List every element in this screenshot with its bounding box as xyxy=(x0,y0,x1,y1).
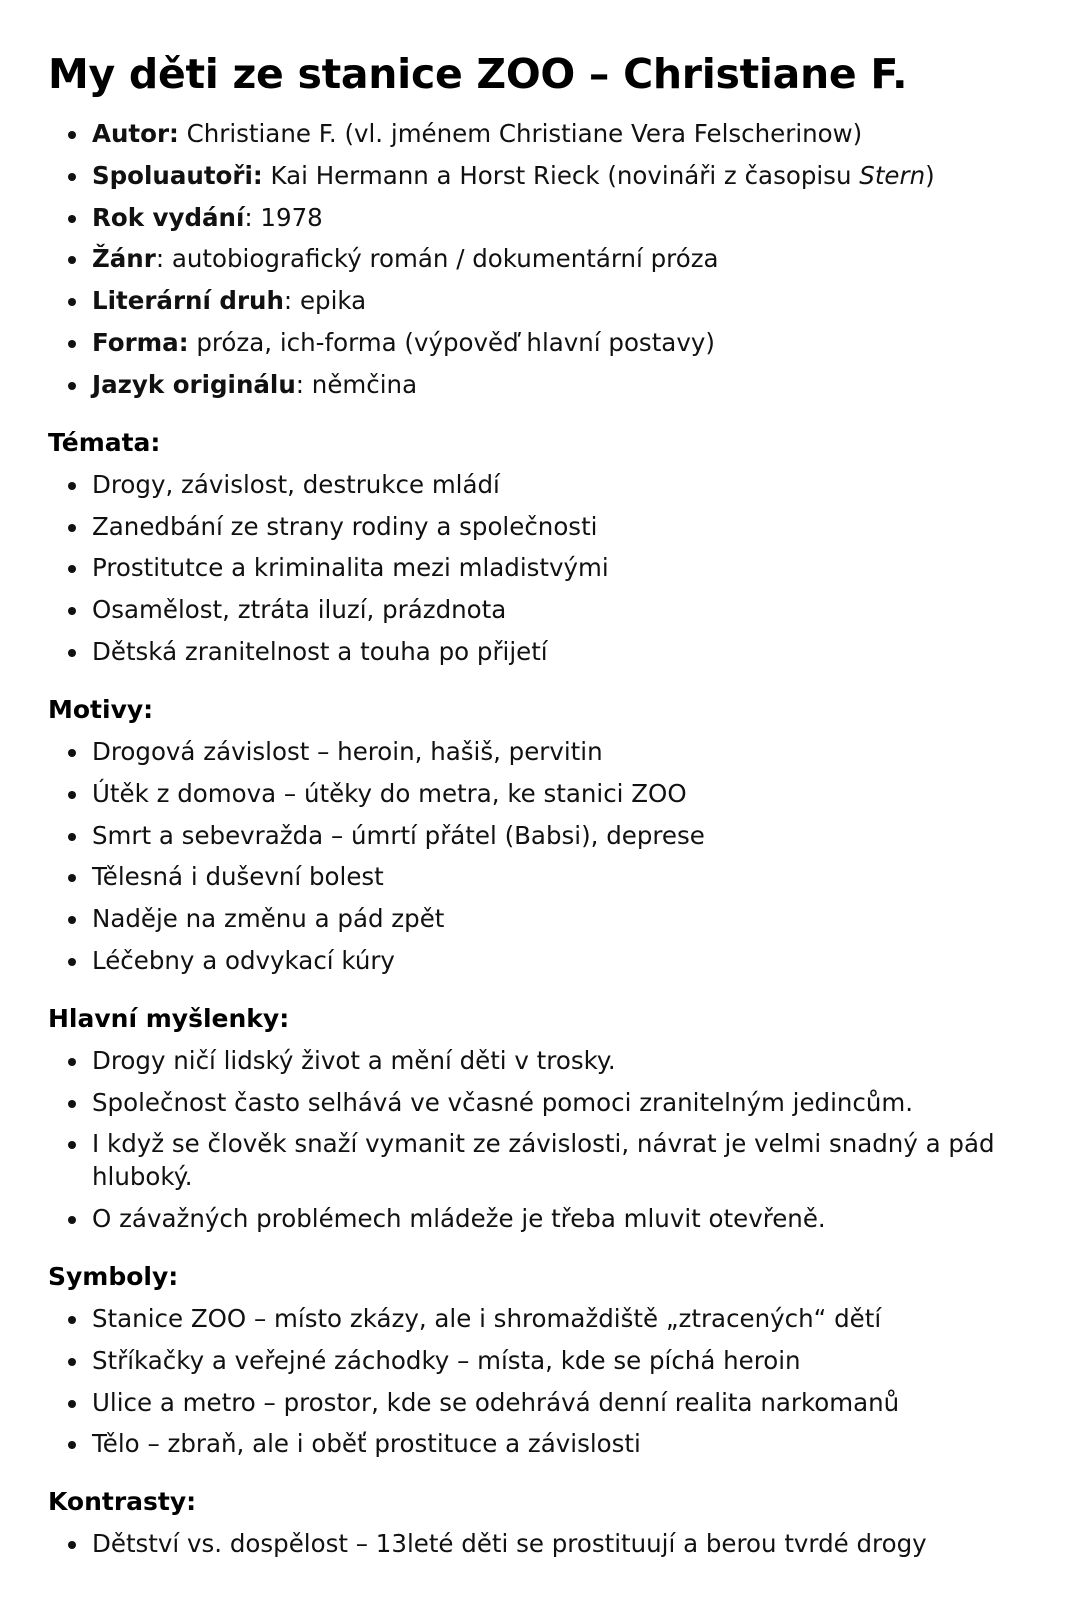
list-item: Léčebny a odvykací kúry xyxy=(48,945,1018,978)
list-item: Dětská zranitelnost a touha po přijetí xyxy=(48,636,1018,669)
meta-value: Christiane F. (vl. jménem Christiane Vera Felscherinow) xyxy=(178,118,863,148)
section-list-symboly xyxy=(48,1303,1018,1461)
metadata-list xyxy=(48,118,1018,402)
list-item xyxy=(48,369,1018,402)
list-item: Stříkačky a veřejné záchodky – místa, kde se píchá heroin xyxy=(48,1345,1018,1378)
list-item: Drogy ničí lidský život a mění děti v trosky. xyxy=(48,1045,1018,1078)
meta-label: Autor: xyxy=(92,118,179,148)
meta-value: : němčina xyxy=(295,369,418,399)
section-heading-motivy: Motivy: xyxy=(48,694,154,724)
page-title: My děti ze stanice ZOO – Christiane F. xyxy=(48,50,908,98)
section-list-kontrasty xyxy=(48,1528,1018,1561)
list-item xyxy=(48,285,1018,318)
meta-label: Forma: xyxy=(92,328,189,358)
list-item: Naděje na změnu a pád zpět xyxy=(48,903,1018,936)
section-list-temata xyxy=(48,469,1018,669)
list-item: I když se člověk snaží vymanit ze závislosti, návrat je velmi snadný a pád hluboký. xyxy=(48,1128,1018,1194)
list-item xyxy=(48,243,1018,276)
meta-value: : autobiografický román / dokumentární próza xyxy=(155,244,719,274)
meta-value: : epika xyxy=(283,286,367,316)
list-item: Osamělost, ztráta iluzí, prázdnota xyxy=(48,594,1018,627)
meta-label: Žánr xyxy=(92,244,156,274)
section-heading-symboly: Symboly: xyxy=(48,1261,179,1291)
list-item: Drogová závislost – heroin, hašiš, pervitin xyxy=(48,736,1018,769)
list-item: Tělesná i duševní bolest xyxy=(48,861,1018,894)
list-item xyxy=(48,118,1018,151)
section-list-hlavni-myslenky xyxy=(48,1045,1018,1236)
meta-value: Kai Hermann a Horst Rieck (novináři z časopisu xyxy=(262,160,860,190)
list-item: Ulice a metro – prostor, kde se odehrává denní realita narkomanů xyxy=(48,1387,1018,1420)
meta-label: Jazyk originálu xyxy=(92,369,296,399)
meta-value-italic: Stern xyxy=(859,160,926,190)
meta-label: Spoluautoři: xyxy=(92,160,263,190)
list-item xyxy=(48,202,1018,235)
section-heading-kontrasty: Kontrasty: xyxy=(48,1487,197,1517)
meta-label: Literární druh xyxy=(92,286,284,316)
list-item: Zanedbání ze strany rodiny a společnosti xyxy=(48,511,1018,544)
meta-value: : 1978 xyxy=(244,202,323,232)
list-item: Dětství vs. dospělost – 13leté děti se prostituují a berou tvrdé drogy xyxy=(48,1528,1018,1561)
list-item: Smrt a sebevražda – úmrtí přátel (Babsi), deprese xyxy=(48,820,1018,853)
list-item: Útěk z domova – útěky do metra, ke stanici ZOO xyxy=(48,778,1018,811)
meta-label: Rok vydání xyxy=(92,202,245,232)
list-item xyxy=(48,327,1018,360)
section-heading-hlavni-myslenky: Hlavní myšlenky: xyxy=(48,1003,290,1033)
meta-value: próza, ich-forma (výpověď hlavní postavy) xyxy=(188,328,715,358)
section-list-motivy xyxy=(48,736,1018,978)
list-item: Stanice ZOO – místo zkázy, ale i shromaždiště „ztracených“ dětí xyxy=(48,1303,1018,1336)
meta-value-tail: ) xyxy=(925,160,935,190)
list-item: O závažných problémech mládeže je třeba mluvit otevřeně. xyxy=(48,1203,1018,1236)
list-item: Společnost často selhává ve včasné pomoci zranitelným jedincům. xyxy=(48,1087,1018,1120)
list-item xyxy=(48,160,1018,193)
list-item: Drogy, závislost, destrukce mládí xyxy=(48,469,1018,502)
section-heading-temata: Témata: xyxy=(48,427,161,457)
list-item: Tělo – zbraň, ale i oběť prostituce a závislosti xyxy=(48,1428,1018,1461)
list-item: Prostitutce a kriminalita mezi mladistvými xyxy=(48,552,1018,585)
